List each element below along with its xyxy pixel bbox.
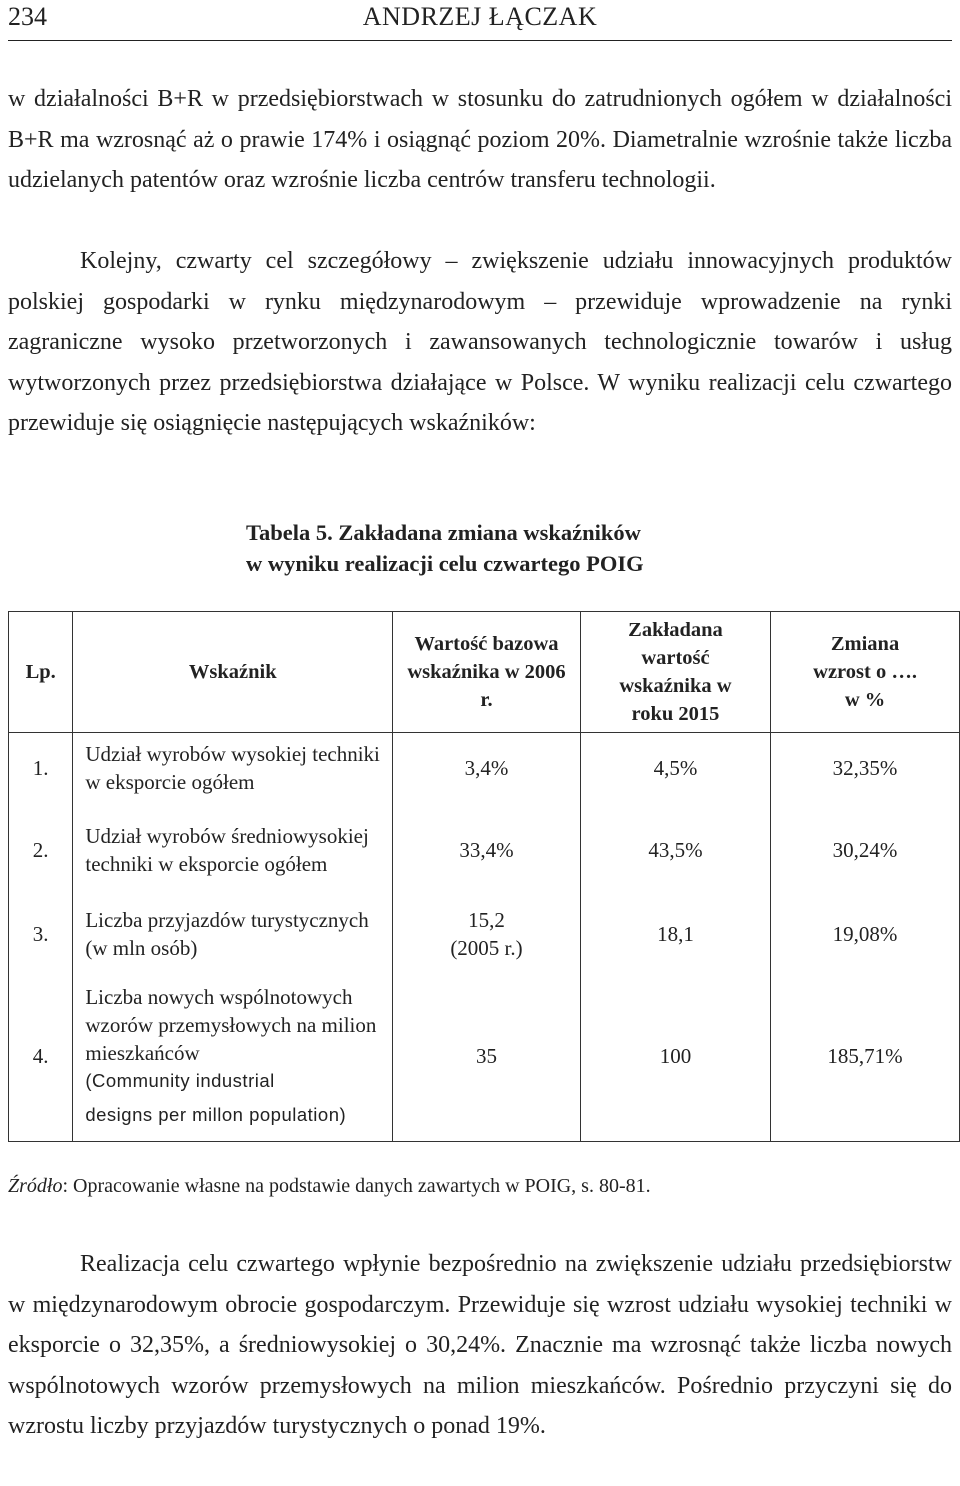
row-base-number: 15,2 bbox=[468, 908, 505, 932]
table-row bbox=[9, 897, 960, 971]
row-indicator: Udział wyrobów średniowysokiej techniki w eksporcie ogółem bbox=[73, 803, 393, 897]
header-lp: Lp. bbox=[9, 612, 73, 733]
row-target-value: 18,1 bbox=[580, 897, 770, 971]
row-indicator-polish: Liczba nowych wspólnotowych wzorów przemysłowych na milion mieszkańców bbox=[85, 985, 377, 1065]
header-change-line-3: w % bbox=[844, 689, 886, 711]
paragraph-2: Kolejny, czwarty cel szczegółowy – zwiększenie udziału innowacyjnych produktów polskiej gospodarki w rynku międzynarodowym – przewiduje wprowadzenie na rynki zagraniczne wysoko przetworzonych i zawansowanych technologicznie towarów i usług wytworzonych przez przedsiębiorstwa działające w Polsce. W wyniku realizacji celu czwartego przewiduje się osiągnięcie następujących wskaźników: bbox=[8, 248, 952, 436]
row-lp: 3. bbox=[9, 897, 73, 971]
header-base-value bbox=[393, 612, 581, 733]
row-indicator-english-1: (Community industrial bbox=[85, 1070, 275, 1091]
header-base-text: Wartość bazowa wskaźnika w 2006 r. bbox=[407, 633, 566, 711]
row-target-value: 100 bbox=[580, 971, 770, 1142]
row-base-note: (2005 r.) bbox=[450, 936, 523, 960]
header-change-line-1: Zmiana bbox=[830, 633, 900, 655]
page-number: 234 bbox=[8, 2, 47, 31]
source-label: Źródło bbox=[8, 1175, 63, 1197]
header-change-line-2: wzrost o …. bbox=[813, 661, 917, 683]
indicators-table bbox=[8, 611, 960, 1142]
row-lp: 1. bbox=[9, 733, 73, 804]
row-target-value: 43,5% bbox=[580, 803, 770, 897]
table-caption-line-1: Tabela 5. Zakładana zmiana wskaźników bbox=[246, 520, 641, 545]
table-source bbox=[8, 1171, 952, 1201]
source-text: : Opracowanie własne na podstawie danych zawartych w POIG, s. 80-81. bbox=[62, 1175, 651, 1197]
row-base-value: 35 bbox=[393, 971, 581, 1142]
header-indicator: Wskaźnik bbox=[73, 612, 393, 733]
header-target-value bbox=[580, 612, 770, 733]
paragraph-1: w działalności B+R w przedsiębiorstwach w stosunku do zatrudnionych ogółem w działalności B+R ma wzrosnąć aż o prawie 174% i osiągnąć poziom 20%. Diametralnie wzrośnie także liczba udzielanych patentów oraz wzrośnie liczba centrów transferu technologii. bbox=[8, 86, 952, 193]
row-indicator: Liczba przyjazdów turystycznych (w mln osób) bbox=[73, 897, 393, 971]
row-indicator: Udział wyrobów wysokiej techniki w eksporcie ogółem bbox=[73, 733, 393, 804]
table-row bbox=[9, 971, 960, 1142]
running-header bbox=[8, 0, 952, 41]
row-indicator-english-2: designs per millon population) bbox=[85, 1104, 347, 1125]
row-indicator bbox=[73, 971, 393, 1142]
table-caption bbox=[246, 517, 846, 579]
running-head-author: ANDRZEJ ŁĄCZAK bbox=[362, 2, 598, 31]
row-change-value: 185,71% bbox=[771, 971, 960, 1142]
row-base-value bbox=[393, 897, 581, 971]
row-base-value: 33,4% bbox=[393, 803, 581, 897]
row-base-value: 3,4% bbox=[393, 733, 581, 804]
row-lp: 4. bbox=[9, 971, 73, 1142]
table-header-row bbox=[9, 612, 960, 733]
row-lp: 2. bbox=[9, 803, 73, 897]
table-row bbox=[9, 803, 960, 897]
row-target-value: 4,5% bbox=[580, 733, 770, 804]
row-change-value: 19,08% bbox=[771, 897, 960, 971]
header-change bbox=[771, 612, 960, 733]
table-caption-line-2: w wyniku realizacji celu czwartego POIG bbox=[246, 551, 644, 576]
row-change-value: 32,35% bbox=[771, 733, 960, 804]
header-target-text: Zakładana wartość wskaźnika w roku 2015 bbox=[619, 619, 732, 725]
table-row bbox=[9, 733, 960, 804]
paragraph-3: Realizacja celu czwartego wpłynie bezpośrednio na zwiększenie udziału przedsiębiorstw w międzynarodowym obrocie gospodarczym. Przewiduje się wzrost udziału wysokiej techniki w eksporcie o 32,35%, a średniowysokiej o 30,24%. Znacznie ma wzrosnąć także liczba nowych wspólnotowych wzorów przemysłowych na milion mieszkańców. Pośrednio przyczyni się do wzrostu liczby przyjazdów turystycznych o ponad 19%. bbox=[8, 1251, 952, 1439]
row-change-value: 30,24% bbox=[771, 803, 960, 897]
